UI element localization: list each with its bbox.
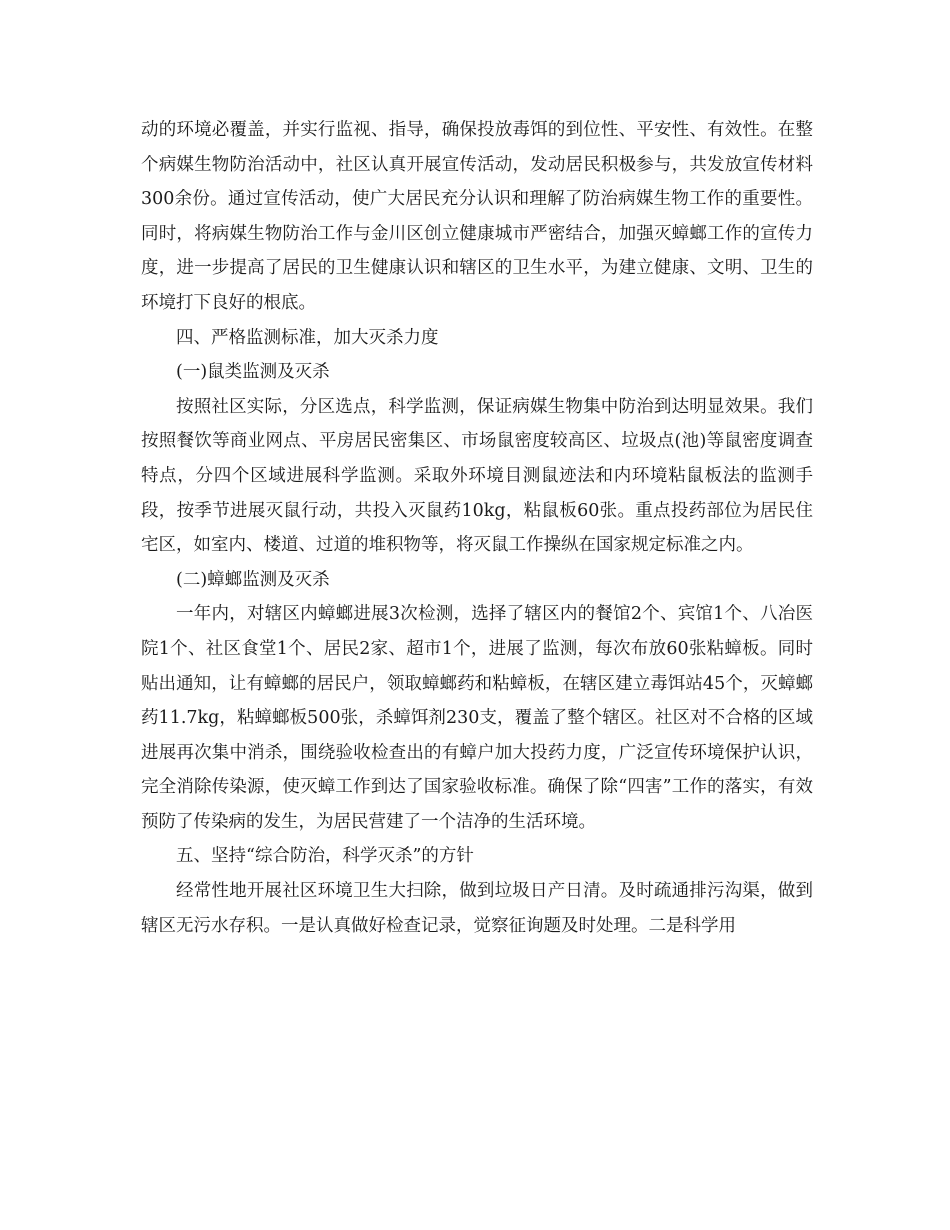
subheading-cockroach-monitoring: (二)蟑螂监测及灭杀 (176, 569, 330, 590)
paragraph-continuation: 动的环境必覆盖，并实行监视、指导，确保投放毒饵的到位性、平安性、有效性。在整个病媒生物防治活动中，社区认真开展宣传活动，发动居民积极参与，共发放宣传材料300余份。通过宣传活动，使广大居民充分认识和理解了防治病媒生物工作的重要性。同时，将病媒生物防治工作与金川区创立健康城市严密结合，加强灭蟑螂工作的宣传力度，进一步提高了居民的卫生健康认识和辖区的卫生水平，为建立健康、文明、卫生的环境打下良好的根底。 (141, 120, 813, 313)
section-heading-four: 四、严格监测标准，加大灭杀力度 (176, 327, 439, 348)
subheading-rodent-monitoring: (一)鼠类监测及灭杀 (176, 362, 330, 383)
paragraph-cockroach-monitoring: 一年内，对辖区内蟑螂进展3次检测，选择了辖区内的餐馆2个、宾馆1个、八冶医院1个、社区食堂1个、居民2家、超市1个，进展了监测，每次布放60张粘蟑板。同时贴出通知，让有蟑螂的居民户，领取蟑螂药和粘蟑板，在辖区建立毒饵站45个，灭蟑螂药11.7kg，粘蟑螂板500张，杀蟑饵剂230支，覆盖了整个辖区。社区对不合格的区域进展再次集中消杀，围绕验收检查出的有蟑户加大投药力度，广泛宣传环境保护认识，完全消除传染源，使灭蟑工作到达了国家验收标准。确保了除“四害”工作的落实，有效预防了传染病的发生，为居民营建了一个洁净的生活环境。 (141, 604, 813, 832)
document-body (141, 113, 813, 943)
paragraph-rodent-monitoring: 按照社区实际，分区选点，科学监测，保证病媒生物集中防治到达明显效果。我们按照餐饮等商业网点、平房居民密集区、市场鼠密度较高区、垃圾点(池)等鼠密度调查特点，分四个区域进展科学监测。采取外环境目测鼠迹法和内环境粘鼠板法的监测手段，按季节进展灭鼠行动，共投入灭鼠药10kg，粘鼠板60张。重点投药部位为居民住宅区，如室内、楼道、过道的堆积物等，将灭鼠工作操纵在国家规定标准之内。 (141, 396, 813, 556)
section-heading-five: 五、坚持“综合防治，科学灭杀”的方针 (176, 846, 474, 867)
paragraph-environment-cleanup: 经常性地开展社区环境卫生大扫除，做到垃圾日产日清。及时疏通排污沟渠，做到辖区无污水存积。一是认真做好检查记录，觉察征询题及时处理。二是科学用 (141, 881, 813, 936)
